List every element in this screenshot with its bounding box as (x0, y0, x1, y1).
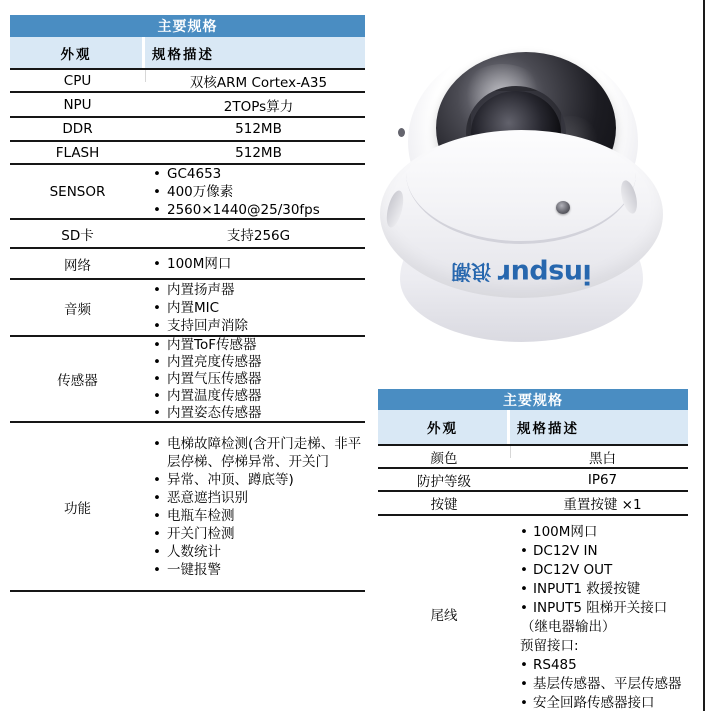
bullet-icon: • (153, 281, 161, 298)
bullet-icon: • (520, 676, 528, 692)
list-item: • 100M网口 (520, 524, 598, 540)
table-subheader (378, 410, 688, 444)
table-subheader (10, 37, 365, 68)
table-row (10, 278, 365, 335)
list-item: • DC12V OUT (520, 562, 613, 578)
list-item: • 一键报警 (147, 561, 363, 579)
bullet-icon: • (153, 404, 161, 421)
col-header-spec-desc: 规格描述 (517, 421, 579, 437)
bullet-icon: • (520, 562, 528, 578)
row-label: 颜色 (430, 450, 458, 467)
bullet-icon: • (520, 695, 528, 711)
list-item: • INPUT5 阻梯开关接口 (520, 600, 668, 616)
bullet-icon: • (153, 387, 161, 404)
bullet-icon: • (153, 183, 161, 200)
col-header-spec-desc: 规格描述 (152, 46, 214, 63)
list-item: • INPUT1 救援按键 (520, 581, 641, 597)
camera-screw (556, 201, 570, 214)
bullet-icon: • (153, 201, 161, 218)
row-label: 音频 (64, 301, 91, 318)
list-item: • 内置MIC (147, 299, 363, 317)
camera-side-hole (398, 128, 405, 137)
row-value: 支持256G (226, 227, 291, 244)
main-spec-table-left (10, 15, 365, 592)
logo-cjk-text: 浪潮 (451, 260, 492, 284)
bullet-icon: • (153, 525, 161, 542)
row-label: 按键 (430, 497, 458, 513)
row-label: NPU (63, 96, 92, 113)
bullet-icon: • (153, 317, 161, 334)
bullet-icon: • (520, 524, 528, 540)
table-row (10, 91, 365, 116)
col-header-appearance: 外观 (378, 410, 510, 444)
bullet-icon: • (153, 471, 161, 488)
list-item: • DC12V IN (520, 543, 598, 559)
list-item: • 安全回路传感器接口 (520, 695, 655, 711)
list-item: • RS485 (520, 657, 577, 673)
row-label: 传感器 (57, 373, 98, 389)
col-header-appearance: 外观 (10, 37, 145, 68)
row-value: 重置按键 ×1 (563, 497, 642, 513)
reserved-ports-title: 预留接口: (520, 638, 579, 654)
bullet-icon: • (520, 657, 528, 673)
row-label: DDR (62, 121, 93, 137)
table-title: 主要规格 (378, 389, 688, 410)
camera-seam-groove (406, 102, 636, 244)
logo-latin-text: inspur (498, 258, 592, 289)
table-row (10, 247, 365, 278)
row-value-list (145, 165, 365, 218)
bullet-icon: • (153, 255, 161, 272)
row-value: 双核ARM Cortex-A35 (189, 74, 328, 91)
table-row (10, 140, 365, 163)
table-row (10, 68, 365, 91)
row-value: 黑白 (589, 450, 616, 467)
row-value: 512MB (235, 144, 282, 161)
row-label: CPU (63, 72, 92, 89)
column-divider (145, 70, 146, 82)
row-value-list (145, 337, 365, 421)
row-value: 512MB (235, 121, 282, 137)
page-right-border (703, 0, 705, 711)
row-value-list (145, 423, 365, 590)
list-item: • 内置亮度传感器 (147, 354, 363, 371)
bullet-icon: • (153, 543, 161, 560)
list-item: • 电瓶车检测 (147, 507, 363, 525)
bullet-icon: • (153, 561, 161, 578)
list-item: • 2560×1440@25/30fps (147, 201, 363, 219)
list-item: • 异常、冲顶、蹲底等) (147, 471, 363, 489)
table-row (378, 444, 688, 467)
row-value: 2TOPs算力 (223, 98, 294, 115)
list-item: • 内置姿态传感器 (147, 405, 363, 422)
row-label: 尾线 (430, 607, 458, 624)
list-item: • 内置温度传感器 (147, 388, 363, 405)
bullet-icon: • (153, 299, 161, 316)
table-row (10, 218, 365, 247)
bullet-icon: • (520, 543, 528, 559)
table-title: 主要规格 (10, 15, 365, 37)
row-value-list (145, 249, 365, 278)
bullet-icon: • (520, 600, 528, 616)
row-label: SD卡 (61, 227, 94, 244)
bullet-icon: • (153, 353, 161, 370)
row-value: IP67 (587, 471, 618, 488)
list-item: • 内置ToF传感器 (147, 337, 363, 354)
list-item: • 电梯故障检测(含开门走梯、非平层停梯、停梯异常、开关门 (147, 435, 363, 471)
list-item: • 400万像素 (147, 183, 363, 201)
column-divider (510, 446, 511, 458)
bullet-icon: • (153, 507, 161, 524)
list-item: • 100M网口 (147, 255, 363, 273)
list-item: • 恶意遮挡识别 (147, 489, 363, 507)
list-item: • 基层传感器、平层传感器 (520, 676, 682, 692)
bullet-icon: • (153, 165, 161, 182)
list-item: • 内置扬声器 (147, 281, 363, 299)
bullet-icon: • (153, 489, 161, 506)
list-item: • 人数统计 (147, 543, 363, 561)
table-row (378, 467, 688, 490)
table-row (378, 490, 688, 514)
table-row (378, 514, 688, 711)
inspur-logo (378, 258, 665, 289)
row-label: SENSOR (49, 183, 106, 200)
table-row (10, 335, 365, 421)
table-row (10, 116, 365, 140)
main-spec-table-right (378, 389, 688, 711)
bullet-icon: • (153, 435, 161, 452)
row-value-list (510, 516, 688, 711)
row-label: 功能 (64, 500, 91, 517)
dome-camera-image (378, 42, 665, 342)
relay-output-note: （继电器输出） (521, 619, 616, 635)
table-row (10, 421, 365, 592)
list-item: • 开关门检测 (147, 525, 363, 543)
row-label: 防护等级 (417, 473, 471, 490)
table-row (10, 163, 365, 218)
list-item: • GC4653 (147, 165, 363, 183)
bullet-icon: • (153, 370, 161, 387)
row-label: 网络 (64, 257, 91, 274)
bullet-icon: • (520, 581, 528, 597)
row-label: FLASH (55, 144, 100, 161)
row-value-list (145, 280, 365, 335)
list-item: • 内置气压传感器 (147, 371, 363, 388)
bullet-icon: • (153, 336, 161, 353)
list-item: • 支持回声消除 (147, 317, 363, 335)
